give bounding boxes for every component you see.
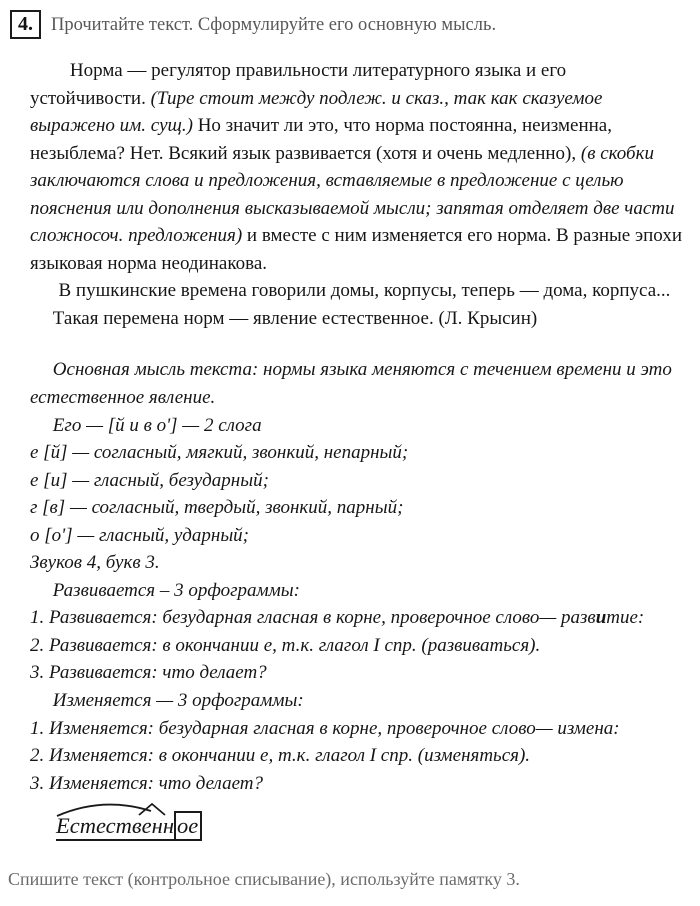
instruction-text: Прочитайте текст. Сформулируйте его основную мысль. <box>51 15 497 35</box>
task-header <box>10 10 684 39</box>
orthogram-item <box>30 604 684 632</box>
passage-segment-comment: (в скобки заключаются слова и предложения, вставляемые в предложение с целью пояснения или дополнения высказываемой мысли; запятая отделяет две части сложносоч. предложения) <box>30 142 675 247</box>
passage-segment-normal: и вместе с ним изменяется его норма. В разные эпохи языковая норма неодинакова. <box>30 225 682 274</box>
phonetic-line: Звуков 4, букв 3. <box>30 552 160 574</box>
passage-paragraph-3: Такая перемена норм — явление естественное. (Л. Крысин) <box>52 307 538 329</box>
orthogram-header-razvivaetsya: Развивается – 3 орфограммы: <box>52 579 300 601</box>
orthogram-header-izmenyaetsya: Изменяется — 3 орфограммы: <box>52 690 304 712</box>
main-idea: Основная мысль текста: нормы языка меняются с течением времени и это естественное явление. <box>30 359 672 409</box>
passage-segment-comment: (Тире стоит между подлеж. и сказ., так как сказуемое выражено им. сущ.) <box>30 87 603 137</box>
phonetic-line: г [в] — согласный, твердый, звонкий, парный; <box>30 497 404 519</box>
footer-note: Спишите текст (контрольное списывание), используйте памятку 3. <box>8 868 520 889</box>
answer-section <box>30 356 684 853</box>
passage-segment-normal: Но значит ли это, что норма постоянна, неизменна, незыблема? Нет. Всякий язык развивается (хотя и очень медленно), <box>30 115 612 164</box>
exercise-number: 4. <box>10 10 41 39</box>
passage <box>30 57 684 332</box>
word-ending-box: ое <box>174 811 202 841</box>
orthogram-item: 1. Изменяется: безударная гласная в корне, проверочное слово— измена: <box>30 717 620 739</box>
phonetic-title: Его — [й и в о'] — 2 слога <box>52 414 262 436</box>
passage-segment-normal: Норма — регулятор правильности литературного языка и его устойчивости. <box>30 60 567 109</box>
root-arc-and-suffix-caret-icon <box>51 801 201 818</box>
orthogram-item: 3. Развивается: что делает? <box>30 662 267 684</box>
passage-paragraph-1 <box>30 57 684 277</box>
orthogram-item-text: тие: <box>606 607 645 629</box>
orthogram-item-text: 1. Развивается: безударная гласная в корне, проверочное слово— разв <box>30 607 596 629</box>
phonetic-line: е [й] — согласный, мягкий, звонкий, непарный; <box>30 442 409 464</box>
orthogram-item: 2. Развивается: в окончании е, т.к. глагол I спр. (развиваться). <box>30 634 541 656</box>
passage-paragraph-2: В пушкинские времена говорили домы, корпусы, теперь — дома, корпуса... <box>58 280 671 302</box>
orthogram-item: 2. Изменяется: в окончании е, т.к. глагол I спр. (изменяться). <box>30 745 531 767</box>
stressed-letter: и <box>595 607 607 629</box>
morphology-analysis <box>56 801 684 853</box>
morphology-word <box>56 801 202 839</box>
phonetic-line: о [о'] — гласный, ударный; <box>30 524 250 546</box>
word-root: Естественн <box>56 813 174 841</box>
phonetic-line: е [и] — гласный, безударный; <box>30 469 269 491</box>
orthogram-item: 3. Изменяется: что делает? <box>30 772 263 794</box>
